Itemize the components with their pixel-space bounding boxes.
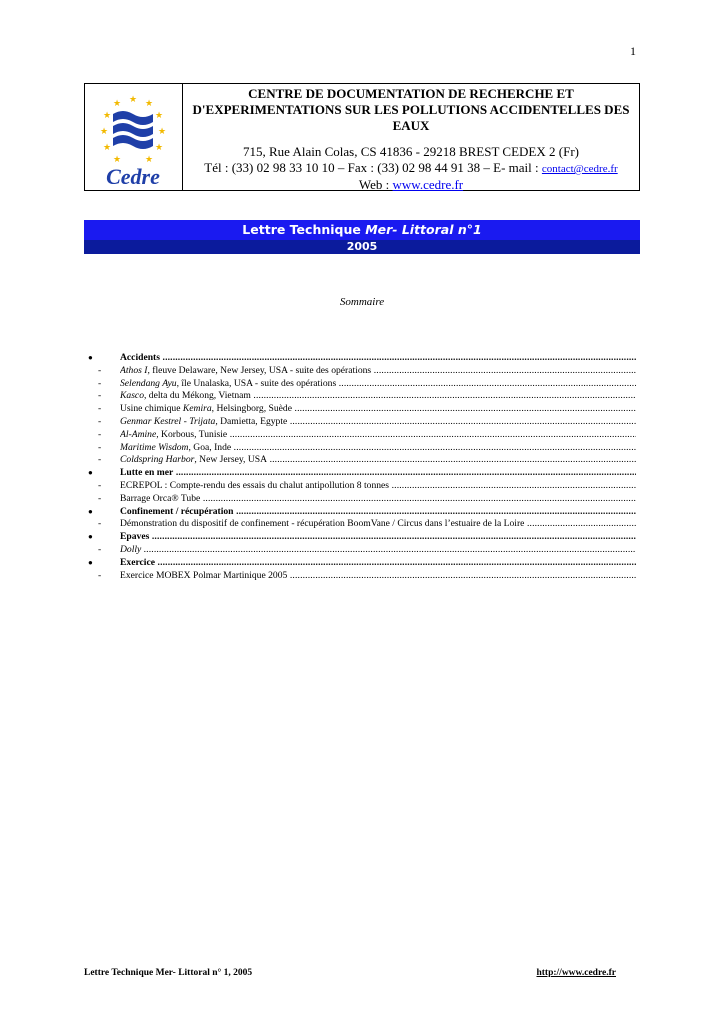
toc-item-genmar[interactable] [84, 416, 636, 429]
toc-entry [120, 378, 636, 391]
svg-text:★: ★ [154, 111, 164, 121]
org-line-1: CENTRE DE DOCUMENTATION DE RECHERCHE ET [248, 86, 574, 101]
dash-marker: - [98, 403, 102, 415]
vessel-name: Maritime Wisdom [120, 441, 189, 453]
org-line-3: EAUX [392, 118, 430, 133]
toc-item-dolly[interactable] [84, 544, 636, 557]
entry-text: , Damietta, Egypte [215, 415, 288, 427]
dash-marker: - [98, 428, 102, 440]
toc-entry [120, 454, 636, 467]
dash-marker: - [98, 390, 102, 402]
vessel-name: Al-Amine, [120, 428, 159, 440]
entry-text: , Goa, Inde [188, 441, 232, 453]
header-table [84, 83, 640, 191]
title-prefix: Lettre Technique [242, 222, 366, 237]
svg-text:★: ★ [154, 143, 164, 153]
toc-item-selendang[interactable] [84, 378, 636, 391]
svg-text:★: ★ [157, 127, 167, 137]
toc-item-mobex[interactable] [84, 570, 636, 583]
toc-item-kemira[interactable] [84, 403, 636, 416]
toc-entry: Lutte en mer ..... [120, 467, 636, 480]
entry-text: Usine chimique [120, 403, 183, 415]
vessel-name: Genmar Kestrel - Trijata [120, 415, 216, 427]
logo-text: Cedre [106, 164, 160, 188]
toc-section-exercice[interactable] [84, 557, 636, 570]
toc-item-athos[interactable] [84, 365, 636, 378]
toc-entry [120, 416, 636, 429]
dash-marker: - [98, 518, 102, 530]
svg-text:★: ★ [128, 95, 138, 105]
entry-text: , New Jersey, USA [194, 454, 268, 466]
vessel-name: Athos I, [120, 364, 150, 376]
toc-item-alamine[interactable] [84, 429, 636, 442]
vessel-name: Selendang Ayu [120, 377, 177, 389]
toc-entry: ECREPOL : Compte-rendu des essais du chalut antipollution 8 tonnes ..... [120, 480, 636, 493]
footer-link[interactable]: http://www.cedre.fr [536, 968, 616, 978]
dash-marker: - [98, 377, 102, 389]
dash-marker: - [98, 454, 102, 466]
entry-text: , Helsingborg, Suède [211, 403, 292, 415]
web-line [183, 177, 639, 193]
toc-entry [120, 390, 636, 403]
svg-text:★: ★ [144, 99, 154, 109]
toc-item-ecrepol[interactable] [84, 480, 636, 493]
toc-section-lutte[interactable] [84, 467, 636, 480]
dash-marker: - [98, 364, 102, 376]
title-italic: Mer- Littoral n°1 [365, 222, 482, 237]
toc-entry: Epaves ..... [120, 531, 636, 544]
year-band: 2005 [84, 240, 640, 254]
email-link[interactable]: contact@cedre.fr [541, 163, 618, 175]
toc-item-kasco[interactable] [84, 390, 636, 403]
web-link[interactable]: www.cedre.fr [392, 177, 464, 192]
dash-marker: - [98, 441, 102, 453]
toc-entry: Barrage Orca® Tube ..... [120, 493, 636, 506]
toc-item-demonstration[interactable] [84, 518, 636, 531]
dash-marker: - [98, 569, 102, 581]
phone-fax: Tél : (33) 02 98 33 10 10 – Fax : (33) 02 98 44 91 38 – E- mail : [204, 160, 542, 175]
footer-title: Lettre Technique Mer- Littoral n° 1, 2005 [84, 968, 253, 978]
title-band [84, 220, 640, 240]
vessel-name: Kemira [182, 403, 212, 415]
toc-entry: Confinement / récupération ..... [120, 506, 636, 519]
svg-text:★: ★ [144, 155, 154, 165]
phone-fax-line [183, 160, 639, 177]
toc-section-confinement[interactable] [84, 506, 636, 519]
svg-text:★: ★ [99, 127, 109, 137]
toc-entry: Exercice MOBEX Polmar Martinique 2005 ..... [120, 570, 636, 583]
sommaire-heading: Sommaire [339, 296, 385, 308]
svg-text:★: ★ [102, 143, 112, 153]
page-number: 1 [630, 44, 636, 58]
bullet-icon: ● [88, 506, 93, 516]
vessel-name: Kasco [120, 390, 144, 402]
dash-marker: - [98, 415, 102, 427]
toc-entry: Accidents ..... [120, 352, 636, 365]
toc-entry [120, 429, 636, 442]
toc-entry [120, 442, 636, 455]
cedre-logo [85, 84, 183, 190]
web-label: Web : [358, 177, 393, 192]
toc-item-barrage[interactable] [84, 493, 636, 506]
vessel-name: Coldspring Harbor [120, 454, 195, 466]
header-info [183, 84, 639, 190]
toc-section-accidents[interactable] [84, 352, 636, 365]
dash-marker: - [98, 492, 102, 504]
organisation-name [183, 86, 639, 134]
entry-text: fleuve Delaware, New Jersey, USA - suite des opérations [149, 364, 372, 376]
bullet-icon: ● [88, 353, 93, 362]
toc-entry: Exercice ..... [120, 557, 636, 570]
toc-entry: Démonstration du dispositif de confinement - récupération BoomVane / Circus dans l’estuaire de la Loire ..... [120, 518, 636, 531]
toc-entry: Dolly ..... [120, 544, 636, 557]
toc-entry [120, 403, 636, 416]
toc-item-coldspring[interactable] [84, 454, 636, 467]
entry-text: , delta du Mékong, Vietnam [143, 390, 251, 402]
toc-entry [120, 365, 636, 378]
cedre-logo-icon [89, 88, 177, 188]
toc-section-epaves[interactable] [84, 531, 636, 544]
bullet-icon: ● [88, 557, 93, 567]
entry-text: Korbous, Tunisie [158, 428, 228, 440]
svg-text:★: ★ [112, 99, 122, 109]
bullet-icon: ● [88, 532, 93, 542]
org-line-2: D'EXPERIMENTATIONS SUR LES POLLUTIONS ACCIDENTELLES DES [192, 102, 630, 117]
svg-text:★: ★ [112, 155, 122, 165]
bullet-icon: ● [88, 468, 93, 478]
address: 715, Rue Alain Colas, CS 41836 - 29218 BREST CEDEX 2 (Fr) [243, 144, 579, 159]
toc-item-maritime[interactable] [84, 442, 636, 455]
table-of-contents [84, 352, 636, 582]
dash-marker: - [98, 543, 102, 555]
contact-block [183, 144, 639, 193]
svg-text:★: ★ [102, 111, 112, 121]
dash-marker: - [98, 479, 102, 491]
entry-text: , île Unalaska, USA - suite des opérations [176, 377, 337, 389]
